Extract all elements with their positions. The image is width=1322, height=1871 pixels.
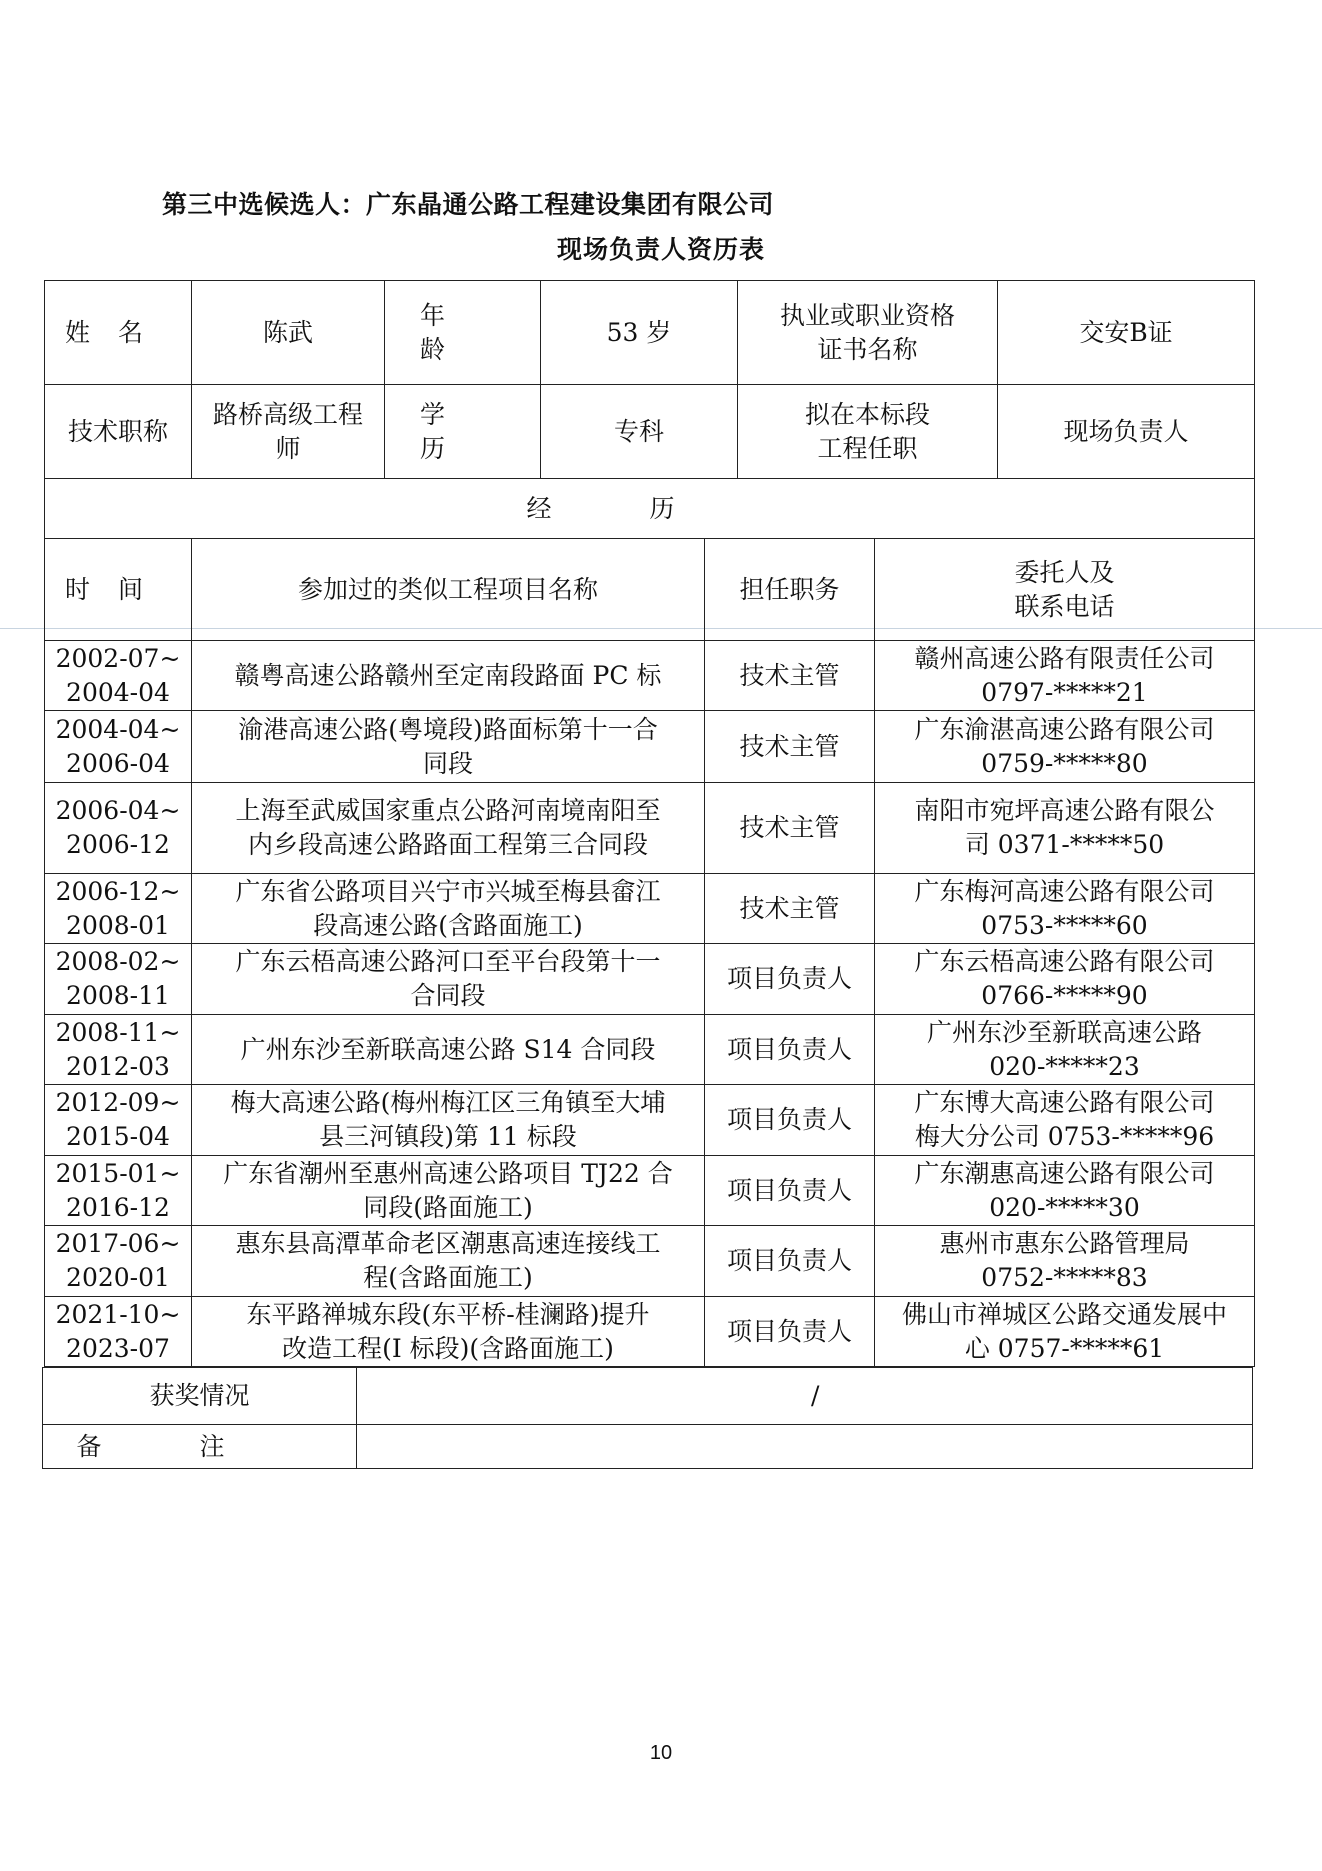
row-role: 项目负责人 bbox=[705, 1297, 875, 1367]
row-role: 技术主管 bbox=[705, 711, 875, 783]
table-row bbox=[45, 711, 1255, 783]
awards-value: / bbox=[357, 1368, 1253, 1425]
role-header: 担任职务 bbox=[705, 539, 875, 641]
row-time: 2006-12~ 2008-01 bbox=[45, 874, 192, 944]
row-client: 广东梅河高速公路有限公司 0753-*****60 bbox=[875, 874, 1255, 944]
client-header: 委托人及 联系电话 bbox=[875, 539, 1255, 641]
row-role: 技术主管 bbox=[705, 874, 875, 944]
experience-table bbox=[44, 538, 1255, 1367]
row-time: 2002-07~ 2004-04 bbox=[45, 641, 192, 711]
age-value: 53 岁 bbox=[541, 281, 738, 385]
row-client: 广东潮惠高速公路有限公司 020-*****30 bbox=[875, 1156, 1255, 1226]
row-time: 2008-02~ 2008-11 bbox=[45, 944, 192, 1015]
row-client: 佛山市禅城区公路交通发展中 心 0757-*****61 bbox=[875, 1297, 1255, 1367]
name-value: 陈武 bbox=[192, 281, 385, 385]
table-row bbox=[45, 641, 1255, 711]
row-client: 南阳市宛坪高速公路有限公 司 0371-*****50 bbox=[875, 783, 1255, 874]
table-row bbox=[45, 1085, 1255, 1156]
position-label: 拟在本标段 工程任职 bbox=[738, 385, 998, 479]
row-role: 项目负责人 bbox=[705, 1015, 875, 1085]
row-project: 广东省潮州至惠州高速公路项目 TJ22 合 同段(路面施工) bbox=[192, 1156, 705, 1226]
awards-label: 获奖情况 bbox=[43, 1368, 357, 1425]
table-row bbox=[45, 1226, 1255, 1297]
table-row bbox=[45, 874, 1255, 944]
table-row bbox=[45, 783, 1255, 874]
row-project: 广东云梧高速公路河口至平台段第十一 合同段 bbox=[192, 944, 705, 1015]
profile-table bbox=[44, 280, 1255, 539]
row-project: 广州东沙至新联高速公路 S14 合同段 bbox=[192, 1015, 705, 1085]
row-role: 项目负责人 bbox=[705, 1226, 875, 1297]
row-role: 项目负责人 bbox=[705, 1085, 875, 1156]
name-label: 姓名 bbox=[45, 281, 192, 385]
row-time: 2021-10~ 2023-07 bbox=[45, 1297, 192, 1367]
table-row bbox=[45, 944, 1255, 1015]
row-project: 上海至武威国家重点公路河南境南阳至 内乡段高速公路路面工程第三合同段 bbox=[192, 783, 705, 874]
footer-table bbox=[42, 1367, 1253, 1469]
row-client: 广东云梧高速公路有限公司 0766-*****90 bbox=[875, 944, 1255, 1015]
row-project: 渝港高速公路(粤境段)路面标第十一合 同段 bbox=[192, 711, 705, 783]
time-header: 时间 bbox=[45, 539, 192, 641]
row-time: 2012-09~ 2015-04 bbox=[45, 1085, 192, 1156]
table-row bbox=[45, 1156, 1255, 1226]
row-client: 惠州市惠东公路管理局 0752-*****83 bbox=[875, 1226, 1255, 1297]
row-time: 2017-06~ 2020-01 bbox=[45, 1226, 192, 1297]
education-label: 学历 bbox=[385, 385, 541, 479]
education-value: 专科 bbox=[541, 385, 738, 479]
document-title: 第三中选候选人：广东晶通公路工程建设集团有限公司 bbox=[162, 190, 775, 219]
row-time: 2004-04~ 2006-04 bbox=[45, 711, 192, 783]
row-role: 项目负责人 bbox=[705, 944, 875, 1015]
remarks-value bbox=[357, 1425, 1253, 1469]
row-role: 技术主管 bbox=[705, 641, 875, 711]
row-project: 广东省公路项目兴宁市兴城至梅县畲江 段高速公路(含路面施工) bbox=[192, 874, 705, 944]
table-row bbox=[45, 1015, 1255, 1085]
row-client: 广东博大高速公路有限公司 梅大分公司 0753-*****96 bbox=[875, 1085, 1255, 1156]
row-time: 2015-01~ 2016-12 bbox=[45, 1156, 192, 1226]
page-number: 10 bbox=[649, 1742, 673, 1764]
row-role: 技术主管 bbox=[705, 783, 875, 874]
experience-section-header: 经历 bbox=[45, 479, 1255, 539]
row-project: 东平路禅城东段(东平桥-桂澜路)提升 改造工程(I 标段)(含路面施工) bbox=[192, 1297, 705, 1367]
row-time: 2006-04~ 2006-12 bbox=[45, 783, 192, 874]
row-role: 项目负责人 bbox=[705, 1156, 875, 1226]
row-client: 赣州高速公路有限责任公司 0797-*****21 bbox=[875, 641, 1255, 711]
row-time: 2008-11~ 2012-03 bbox=[45, 1015, 192, 1085]
row-project: 赣粤高速公路赣州至定南段路面 PC 标 bbox=[192, 641, 705, 711]
table-row bbox=[45, 1297, 1255, 1367]
row-project: 惠东县高潭革命老区潮惠高速连接线工 程(含路面施工) bbox=[192, 1226, 705, 1297]
row-project: 梅大高速公路(梅州梅江区三角镇至大埔 县三河镇段)第 11 标段 bbox=[192, 1085, 705, 1156]
certificate-label: 执业或职业资格 证书名称 bbox=[738, 281, 998, 385]
title-value: 路桥高级工程 师 bbox=[192, 385, 385, 479]
project-header: 参加过的类似工程项目名称 bbox=[192, 539, 705, 641]
row-client: 广州东沙至新联高速公路 020-*****23 bbox=[875, 1015, 1255, 1085]
table-title: 现场负责人资历表 bbox=[556, 235, 765, 264]
position-value: 现场负责人 bbox=[998, 385, 1255, 479]
certificate-value: 交安B证 bbox=[998, 281, 1255, 385]
title-label: 技术职称 bbox=[45, 385, 192, 479]
age-label: 年龄 bbox=[385, 281, 541, 385]
row-client: 广东渝湛高速公路有限公司 0759-*****80 bbox=[875, 711, 1255, 783]
remarks-label: 备注 bbox=[43, 1425, 357, 1469]
